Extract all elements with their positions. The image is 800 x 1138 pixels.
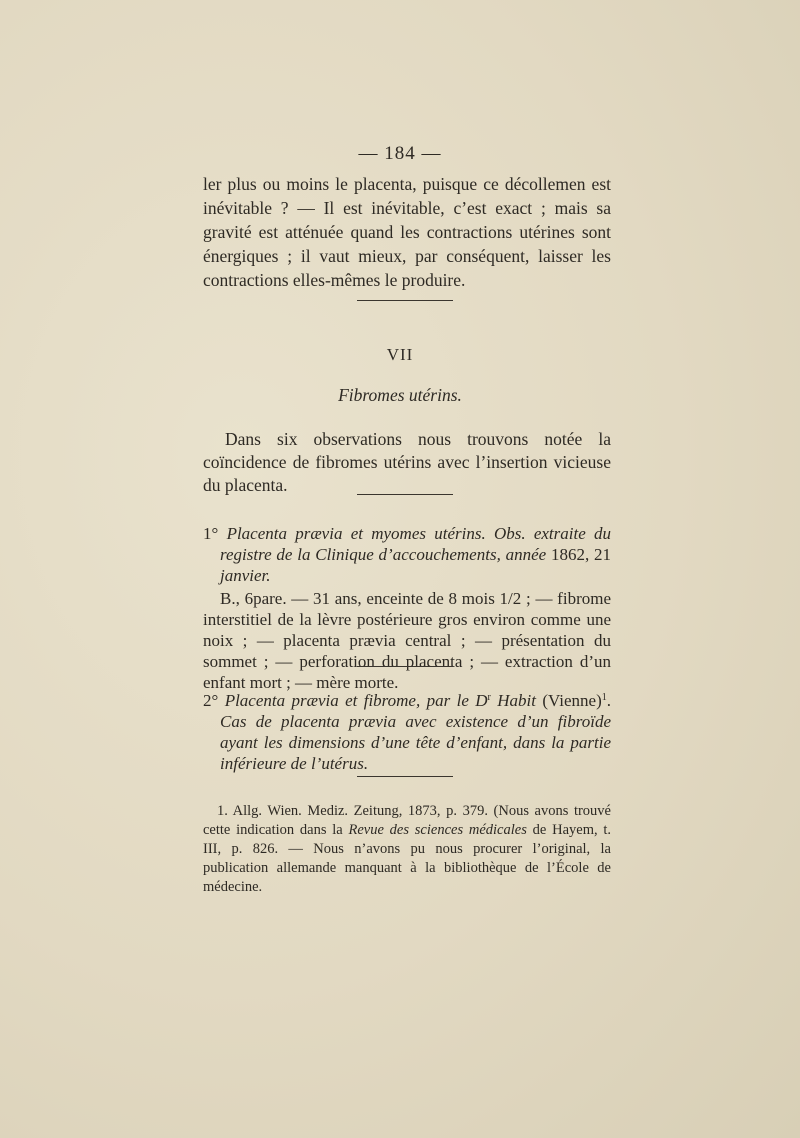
section-title: Fibromes utérins. [338,385,462,405]
observation-2-title: 2° Placenta prævia et fibrome, par le $D^r$ Habit (Vienne)$^1$. Cas de placenta prævia avec existence d’un fibroïde ayant les dimensions d’une tête d’enfant, dans la partie inférieure de l’utérus. [203,691,611,773]
observation-2-title-sup: r [487,692,491,703]
observation-1-title-text: Placenta prævia et myomes utérins. Obs. extraite du registre de la Clinique d’accouchements, année [220,524,611,564]
observation-2-place: (Vienne) [542,691,602,710]
footnote-separator [357,776,453,777]
divider-rule [357,666,453,667]
section-intro-paragraph [203,428,611,497]
observation-2-author: Habit [497,691,536,710]
observation-1-date-month: janvier. [220,566,271,585]
observation-1-body [203,588,611,693]
observation-2-number: 2° [203,691,219,710]
observation-1 [203,523,611,693]
section-number: VII [386,345,414,364]
observation-2 [203,690,611,774]
footnote-journal: Revue des sciences médicales [348,822,527,838]
section-intro-text: Dans six observations nous trouvons notée la coïncidence de fibromes utérins avec l’insertion vicieuse du placenta. [203,429,611,495]
section-divider [357,300,453,301]
observation-1-number: 1° [203,524,219,543]
divider-rule [357,494,453,495]
observation-1-date: 1862, 21 [550,545,611,564]
footnote [203,802,611,897]
footnote-tail: de Hayem, t. III, p. 826. — Nous n’avons pu nous procurer l’original, la publication allemande manquant à la bibliothèque de l’École de médecine. [203,822,612,895]
observation-2-title-text: Placenta prævia et fibrome, par le D [224,691,488,710]
observation-1-body-text: B., 6pare. — 31 ans, enceinte de 8 mois 1/2 ; — fibrome interstitiel de la lèvre postérieure gros environ comme une noix ; — placenta prævia central ; — présentation du sommet ; — perforation du placenta ; — extraction d’un enfant mort ; — mère morte. [203,589,611,692]
page-number: — 184 — [358,143,442,164]
footnote-lead: 1. Allg. Wien. Mediz. Zeitung, 1873, p. 379. (Nous avons trouvé cette indication dans la [203,803,611,838]
observation-1-title [203,523,611,586]
intro-paragraph: ler plus ou moins le placenta, puisque ce décollemen est inévitable ? — Il est inévitable, c’est exact ; mais sa gravité est atténuée quand les contractions utérines sont énergiques ; il vaut mieux, par conséquent, laisser les contractions elles-mêmes le produire. [203,174,611,290]
footnote-reference: 1 [601,692,607,703]
observation-2-description: Cas de placenta prævia avec existence d’un fibroïde ayant les dimensions d’une tête d’enfant, dans la partie inférieure de l’utérus. [220,712,611,773]
